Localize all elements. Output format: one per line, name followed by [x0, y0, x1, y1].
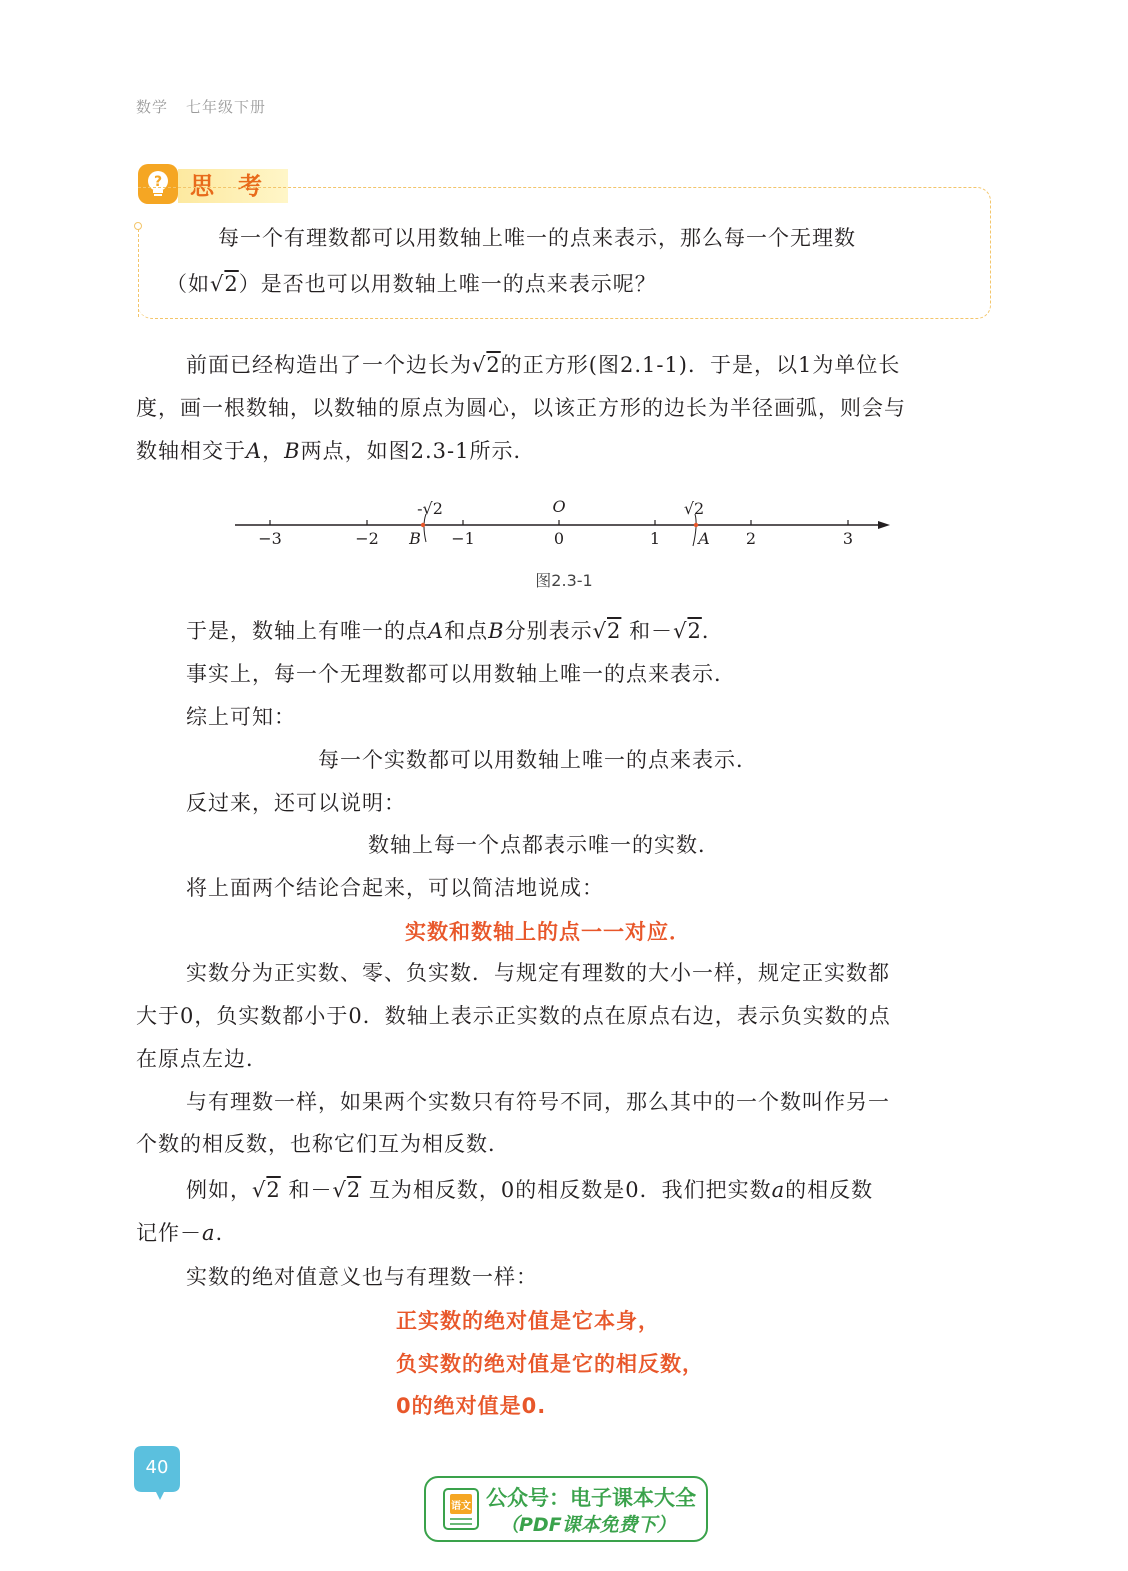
- highlight-abs-zero: 0的绝对值是0.: [396, 1394, 547, 1418]
- para2-line3: 在原点左边．: [136, 1047, 268, 1071]
- point-a: [694, 523, 698, 527]
- tick-label: −3: [258, 529, 282, 548]
- watermark-badge: [424, 1476, 708, 1542]
- watermark-line-1: 公众号：电子课本大全: [486, 1486, 696, 1510]
- think-box: [138, 187, 991, 319]
- page-number-badge: [134, 1446, 180, 1492]
- highlight-abs-positive: 正实数的绝对值是它本身，: [396, 1309, 660, 1333]
- para3-line1: 与有理数一样，如果两个实数只有符号不同，那么其中的一个数叫作另一: [186, 1090, 890, 1114]
- tick-label: 2: [745, 529, 757, 548]
- svg-text:语文: 语文: [451, 1501, 471, 1512]
- para3-line2: 个数的相反数，也称它们互为相反数．: [136, 1132, 510, 1156]
- body-line-3: 综上可知：: [186, 705, 296, 729]
- para1-line2: 度，画一根数轴，以数轴的原点为圆心，以该正方形的边长为半径画弧，则会与: [136, 396, 906, 420]
- watermark-line-2: （PDF课本免费下）: [500, 1514, 676, 1536]
- para4-line1: 例如，√2 和－√2 互为相反数，0的相反数是0．我们把实数a的相反数: [186, 1178, 874, 1202]
- point-b: [421, 523, 425, 527]
- page-number: 40: [145, 1457, 169, 1478]
- body-line-1: 于是，数轴上有唯一的点A和点B分别表示√2 和－√2．: [186, 619, 724, 643]
- arc-a: [693, 514, 696, 546]
- neg-sqrt2-label: -√2: [417, 499, 443, 518]
- para2-line2: 大于0，负实数都小于0．数轴上表示正实数的点在原点右边，表示负实数的点: [136, 1004, 891, 1028]
- think-line-2: （如√2）是否也可以用数轴上唯一的点来表示呢？: [166, 272, 657, 296]
- point-a-label: A: [698, 529, 710, 548]
- think-line-1: 每一个有理数都可以用数轴上唯一的点来表示，那么每一个无理数: [218, 226, 856, 250]
- tick-label: 3: [842, 529, 854, 548]
- arc-b: [424, 514, 426, 542]
- book-icon: [442, 1487, 480, 1531]
- para2-line1: 实数分为正实数、零、负实数．与规定有理数的大小一样，规定正实数都: [186, 961, 890, 985]
- running-header: [136, 96, 266, 117]
- origin-label: O: [552, 497, 566, 516]
- para1-line1: 前面已经构造出了一个边长为√2的正方形(图2.1-1)．于是，以1为单位长: [186, 353, 901, 377]
- para4-line2: 记作－a.: [136, 1221, 224, 1245]
- para5-line1: 实数的绝对值意义也与有理数一样：: [186, 1265, 538, 1289]
- think-box-dot: [134, 222, 142, 230]
- think-title: 思考: [190, 172, 286, 200]
- axis-arrow-icon: [878, 521, 890, 529]
- body-line-2: 事实上，每一个无理数都可以用数轴上唯一的点来表示．: [186, 662, 736, 686]
- conclusion-2: 数轴上每一个点都表示唯一的实数．: [368, 833, 720, 857]
- tick-label: −1: [451, 529, 475, 548]
- pos-sqrt2-label: √2: [683, 499, 705, 518]
- figure-caption: 图2.3-1: [535, 571, 593, 590]
- conclusion-1: 每一个实数都可以用数轴上唯一的点来表示．: [318, 748, 758, 772]
- header-subject: 数学: [136, 98, 169, 116]
- header-grade: 七年级下册: [186, 98, 267, 116]
- highlight-abs-negative: 负实数的绝对值是它的相反数，: [396, 1352, 704, 1376]
- body-line-5: 反过来，还可以说明：: [186, 791, 406, 815]
- highlight-one-to-one: 实数和数轴上的点一一对应．: [405, 920, 691, 944]
- body-line-7: 将上面两个结论合起来，可以简洁地说成：: [186, 876, 604, 900]
- point-b-label: B: [409, 529, 421, 548]
- svg-text:?: ?: [153, 174, 163, 190]
- para1-line3: 数轴相交于A，B两点，如图2.3-1所示．: [136, 439, 536, 463]
- number-line-figure: [230, 492, 900, 558]
- tick-label: −2: [355, 529, 379, 548]
- tick-label: 0: [553, 529, 565, 548]
- tick-label: 1: [649, 529, 661, 548]
- tick-marks: [270, 520, 848, 525]
- think-box-left-border: [138, 224, 139, 317]
